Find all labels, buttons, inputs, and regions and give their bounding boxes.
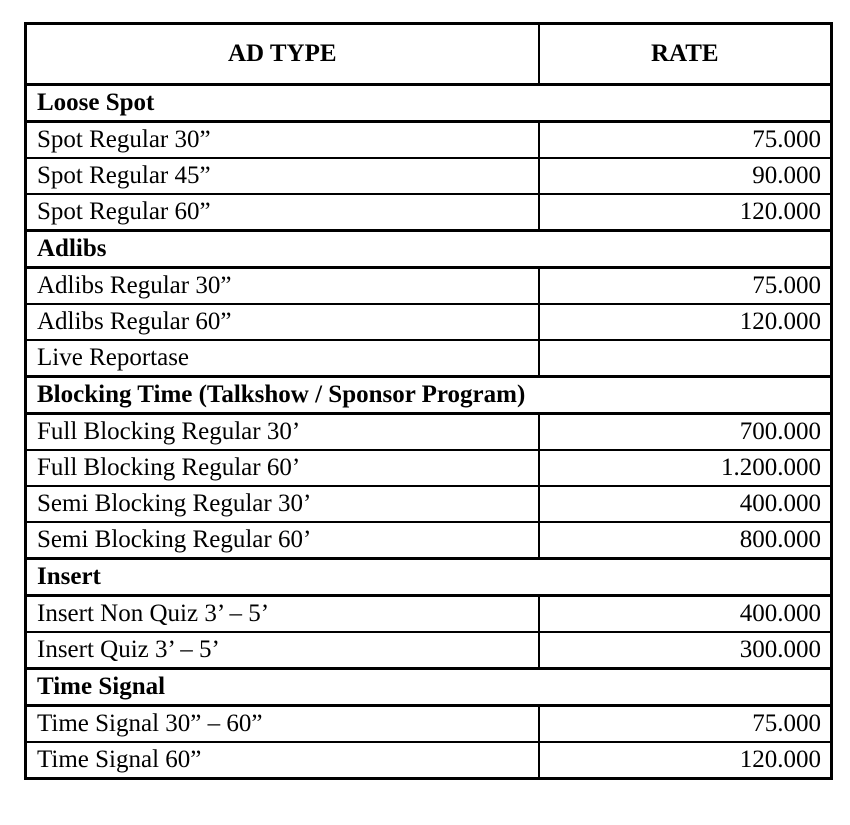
ad-type-cell: Live Reportase: [26, 340, 539, 377]
table-row: [26, 450, 832, 486]
ad-rate-table: [24, 22, 833, 780]
ad-type-cell: Spot Regular 45”: [26, 158, 539, 194]
section-row-blocking-time: [26, 377, 832, 414]
section-row-loose-spot: [26, 85, 832, 122]
rate-cell: 1.200.000: [539, 450, 832, 486]
rate-cell: 700.000: [539, 414, 832, 451]
section-row-time-signal: [26, 669, 832, 706]
table-row: [26, 304, 832, 340]
ad-type-cell: Full Blocking Regular 30’: [26, 414, 539, 451]
rate-cell: 90.000: [539, 158, 832, 194]
ad-type-cell: Full Blocking Regular 60’: [26, 450, 539, 486]
table-row: [26, 122, 832, 159]
table-row: [26, 486, 832, 522]
table-row: [26, 268, 832, 305]
table-row: [26, 742, 832, 779]
rate-cell: 400.000: [539, 596, 832, 633]
ad-type-cell: Adlibs Regular 30”: [26, 268, 539, 305]
table-row: [26, 414, 832, 451]
table-row: [26, 632, 832, 669]
rate-cell: [539, 340, 832, 377]
rate-cell: 75.000: [539, 122, 832, 159]
table-row: [26, 194, 832, 231]
rate-cell: 75.000: [539, 268, 832, 305]
section-label: Insert: [26, 559, 832, 596]
ad-type-cell: Adlibs Regular 60”: [26, 304, 539, 340]
section-label: Adlibs: [26, 231, 832, 268]
ad-type-cell: Insert Quiz 3’ – 5’: [26, 632, 539, 669]
rate-column-header: RATE: [539, 24, 832, 85]
rate-cell: 800.000: [539, 522, 832, 559]
section-label: Blocking Time (Talkshow / Sponsor Program): [26, 377, 832, 414]
table-row: [26, 706, 832, 743]
ad-type-cell: Semi Blocking Regular 60’: [26, 522, 539, 559]
rate-cell: 120.000: [539, 742, 832, 779]
ad-type-cell: Spot Regular 30”: [26, 122, 539, 159]
ad-type-cell: Time Signal 60”: [26, 742, 539, 779]
rate-cell: 120.000: [539, 304, 832, 340]
table-row: [26, 522, 832, 559]
table-row: [26, 340, 832, 377]
rate-cell: 400.000: [539, 486, 832, 522]
ad-type-cell: Time Signal 30” – 60”: [26, 706, 539, 743]
ad-type-cell: Spot Regular 60”: [26, 194, 539, 231]
section-label: Loose Spot: [26, 85, 832, 122]
section-row-adlibs: [26, 231, 832, 268]
header-row: [26, 24, 832, 85]
rate-cell: 75.000: [539, 706, 832, 743]
rate-cell: 300.000: [539, 632, 832, 669]
table-row: [26, 158, 832, 194]
section-label: Time Signal: [26, 669, 832, 706]
ad-type-cell: Semi Blocking Regular 30’: [26, 486, 539, 522]
ad-type-column-header: AD TYPE: [26, 24, 539, 85]
ad-type-cell: Insert Non Quiz 3’ – 5’: [26, 596, 539, 633]
rate-cell: 120.000: [539, 194, 832, 231]
table-row: [26, 596, 832, 633]
section-row-insert: [26, 559, 832, 596]
